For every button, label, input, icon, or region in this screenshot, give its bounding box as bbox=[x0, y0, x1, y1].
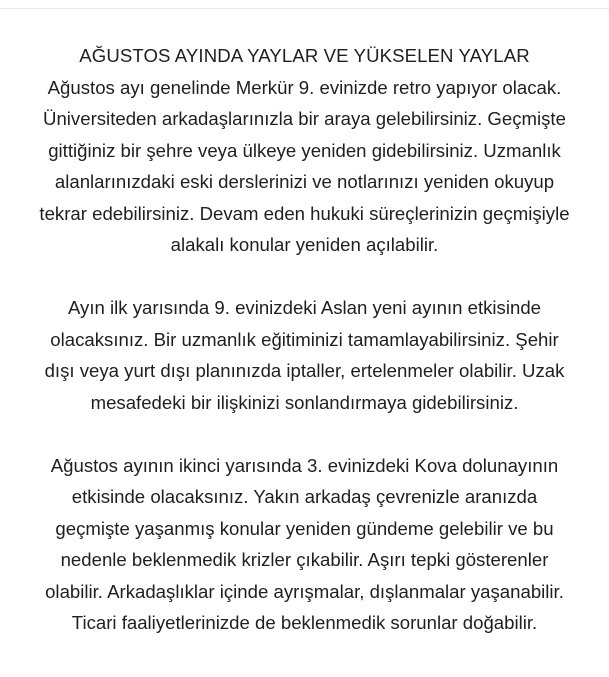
text-line: alanlarınızdaki eski derslerinizi ve notlarınızı yeniden okuyup bbox=[54, 171, 555, 192]
text-line: Ticari faaliyetlerinizde de beklenmedik sorunlar doğabilir. bbox=[71, 612, 538, 633]
paragraph-retro-mercury bbox=[0, 72, 609, 261]
article-title: AĞUSTOS AYINDA YAYLAR VE YÜKSELEN YAYLAR bbox=[79, 45, 530, 66]
text-line: alakalı konular yeniden açılabilir. bbox=[170, 234, 439, 255]
text-line: tekrar edebilirsiniz. Devam eden hukuki süreçlerinizin geçmişiyle bbox=[39, 202, 570, 224]
text-line: dışı veya yurt dışı planınızda iptaller, ertelenmeler olabilir. Uzak bbox=[44, 360, 565, 381]
text-line: Ağustos ayının ikinci yarısında 3. evinizdeki Kova dolunayının bbox=[50, 454, 559, 476]
text-line: olacaksınız. Bir uzmanlık eğitiminizi tamamlayabilirsiniz. Şehir bbox=[50, 328, 559, 350]
text-line: Ağustos ayı genelinde Merkür 9. evinizde retro yapıyor olacak. bbox=[47, 76, 562, 98]
article-body bbox=[0, 40, 609, 639]
paragraph-spacer bbox=[0, 261, 609, 293]
paragraph-leo-new-moon bbox=[0, 292, 609, 418]
text-line: nedenle beklenmedik krizler çıkabilir. Aşırı tepki gösterenler bbox=[60, 549, 549, 570]
text-line: mesafedeki bir ilişkinizi sonlandırmaya gidebilirsiniz. bbox=[90, 391, 519, 413]
paragraph-spacer bbox=[0, 418, 609, 450]
top-divider bbox=[0, 8, 609, 9]
text-line: Üniversiteden arkadaşlarınızla bir araya gelebilirsiniz. Geçmişte bbox=[43, 108, 566, 129]
text-line: etkisinde olacaksınız. Yakın arkadaş çevrenizle aranızda bbox=[71, 486, 538, 507]
text-line: geçmişte yaşanmış konular yeniden gündeme gelebilir ve bu bbox=[55, 517, 554, 539]
text-line: gittiğiniz bir şehre veya ülkeye yeniden gidebilirsiniz. Uzmanlık bbox=[48, 139, 561, 161]
text-line: Ayın ilk yarısında 9. evinizdeki Aslan yeni ayının etkisinde bbox=[67, 297, 542, 318]
text-line: olabilir. Arkadaşlıklar içinde ayrışmalar, dışlanmalar yaşanabilir. bbox=[45, 580, 564, 602]
paragraph-aquarius-full-moon bbox=[0, 450, 609, 639]
